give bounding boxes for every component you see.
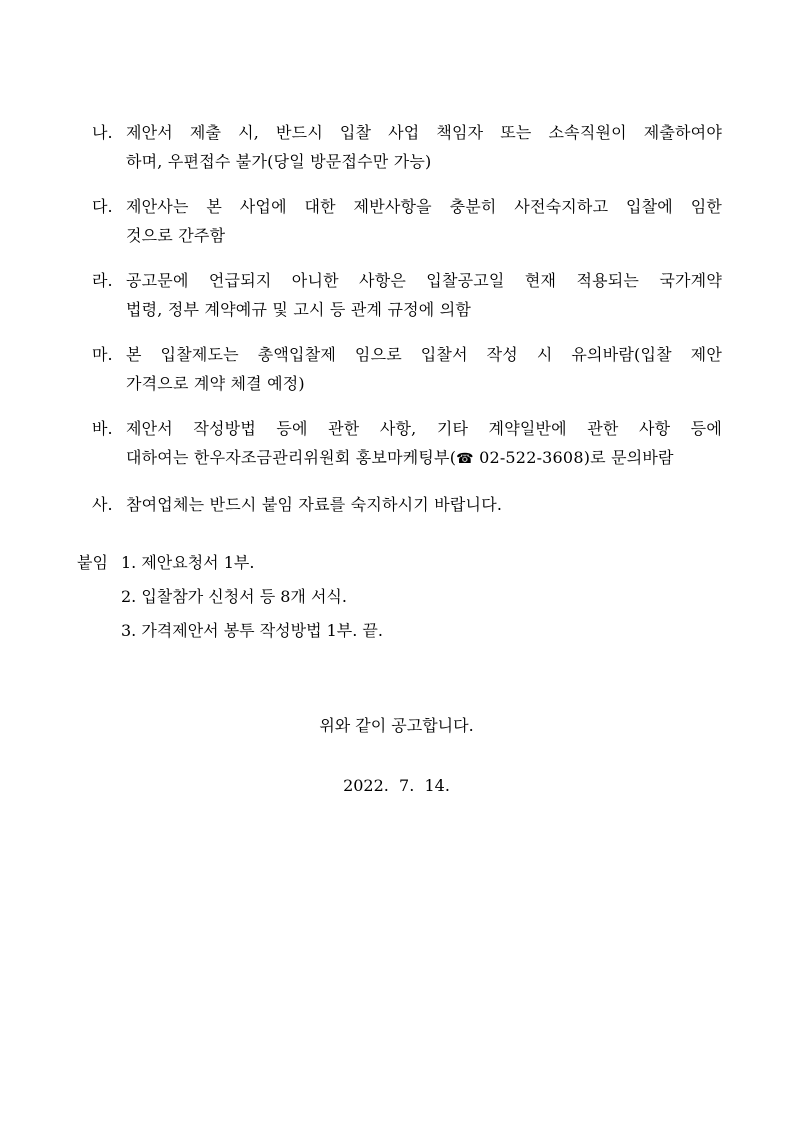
item-body [126, 490, 722, 519]
notice-item-ba [92, 414, 722, 474]
closing-statement: 위와 같이 공고합니다. [319, 716, 474, 735]
item-line: 법령, 정부 계약예규 및 고시 등 관계 규정에 의함 [126, 300, 472, 319]
item-line: 본 입찰제도는 총액입찰제 임으로 입찰서 작성 시 유의바람(입찰 제안 [126, 345, 722, 364]
item-marker: 마. [92, 345, 113, 364]
contact-suffix: )로 문의바람 [583, 448, 674, 467]
attachment-entry: 3. 가격제안서 봉투 작성방법 1부. 끝. [121, 621, 383, 640]
item-line: 제안서 작성방법 등에 관한 사항, 기타 계약일반에 관한 사항 등에 [126, 419, 722, 438]
item-line: 참여업체는 반드시 붙임 자료를 숙지하시기 바랍니다. [126, 495, 503, 514]
item-marker: 사. [92, 495, 113, 514]
attachment-entry: 2. 입찰참가 신청서 등 8개 서식. [121, 587, 347, 606]
notice-item-ra [92, 266, 722, 324]
attachment-row [77, 616, 383, 645]
attachments-section [77, 548, 383, 650]
item-line: 것으로 간주함 [126, 226, 226, 245]
item-marker: 라. [92, 271, 113, 290]
item-body [126, 414, 722, 474]
notice-item-sa [92, 490, 722, 519]
item-line: 하며, 우편접수 불가(당일 방문접수만 가능) [126, 152, 432, 171]
item-marker: 나. [92, 123, 113, 142]
attachment-indent [77, 582, 121, 611]
notice-item-da [92, 192, 722, 250]
phone-icon: ☎ [456, 451, 474, 467]
item-line: 가격으로 계약 체결 예정) [126, 374, 305, 393]
item-body [126, 266, 722, 324]
notice-item-na [92, 118, 722, 176]
notice-items [92, 118, 722, 535]
attachments-label: 붙임 [77, 553, 108, 572]
item-marker: 다. [92, 197, 113, 216]
attachment-row [77, 582, 383, 611]
item-body [126, 340, 722, 398]
item-body [126, 192, 722, 250]
item-body [126, 118, 722, 176]
item-line: 제안사는 본 사업에 대한 제반사항을 충분히 사전숙지하고 입찰에 임한 [126, 197, 722, 216]
attachment-indent [77, 616, 121, 645]
attachment-row [77, 548, 383, 577]
contact-prefix: 대하여는 한우자조금관리위원회 홍보마케팅부( [126, 448, 457, 467]
phone-number: 02-522-3608 [473, 448, 584, 467]
attachment-entry: 1. 제안요청서 1부. [121, 553, 255, 572]
notice-item-ma [92, 340, 722, 398]
contact-line [126, 443, 722, 474]
item-marker: 바. [92, 419, 113, 438]
item-line: 공고문에 언급되지 아니한 사항은 입찰공고일 현재 적용되는 국가계약 [126, 271, 722, 290]
announcement-date: 2022. 7. 14. [343, 776, 450, 795]
item-line: 제안서 제출 시, 반드시 입찰 사업 책임자 또는 소속직원이 제출하여야 [126, 123, 722, 142]
